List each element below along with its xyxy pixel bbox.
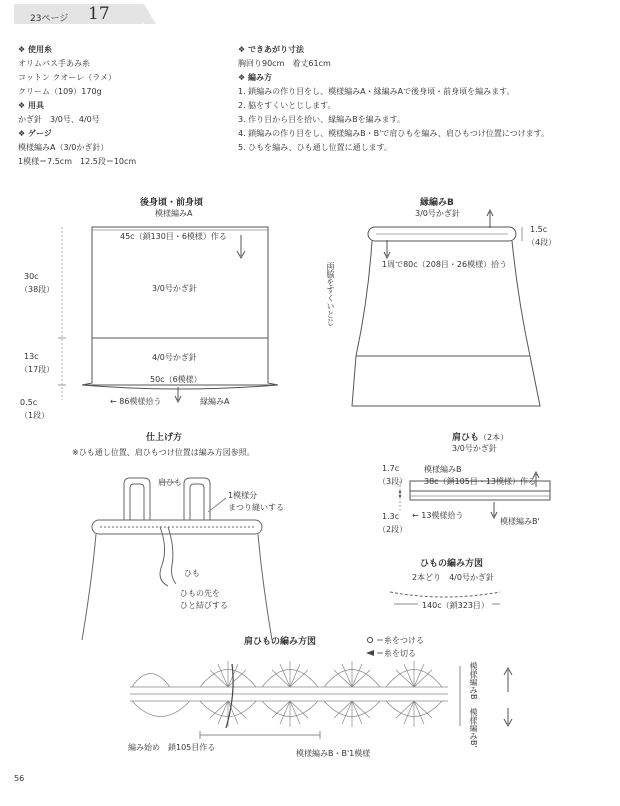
chart-legend-cut: ＝糸を切る <box>376 649 416 658</box>
finishing-sew-1: 1模様分 <box>228 491 258 500</box>
strap-dim2: 1.3c <box>382 512 400 521</box>
method-step-5: 5. ひもを編み、ひも通し位置に通します。 <box>238 143 393 152</box>
finishing-strap-label: 肩ひも <box>158 478 182 487</box>
finished-heading: ❖ できあがり寸法 <box>238 45 304 54</box>
finishing-cord-label: ひも <box>184 569 200 578</box>
legend-cut-icon <box>366 650 374 656</box>
edging-b-dim-rows: （4段） <box>527 238 557 247</box>
body-dim3-rows: （1段） <box>20 411 50 420</box>
edging-b-shape <box>352 227 540 406</box>
finishing-sew-2: まつり縫いする <box>228 503 284 512</box>
stitch-chart <box>130 661 448 728</box>
method-step-4: 4. 鎖編みの作り目をし、模様編みB・B'で肩ひもを編み、肩ひもつけ位置につけます。 <box>238 129 550 138</box>
finishing-tie-2: ひと結びする <box>180 601 228 610</box>
tools-line-1: かぎ針 3/0号、4/0号 <box>18 115 100 124</box>
chart-repeat-label: 模様編みB・B'1模様 <box>296 749 371 758</box>
method-step-3: 3. 作り目から目を拾い、縁編みBを編みます。 <box>238 115 406 124</box>
edging-b-pickup: 1周で80c（208目・26模様）拾う <box>382 260 508 269</box>
gauge-line-2: 1模様＝7.5cm 12.5段＝10cm <box>18 157 137 166</box>
body-subtitle: 模様編みA <box>155 209 193 218</box>
body-dim1-rows: （38段） <box>20 285 55 294</box>
edging-b-side-note: 両脇をすくいとじ <box>326 262 335 326</box>
tools-heading: ❖ 用具 <box>18 101 44 110</box>
strap-title: 肩ひも（2本） <box>452 433 509 443</box>
body-needle-a: 3/0号かぎ針 <box>152 284 197 293</box>
body-dim1: 30c <box>24 272 39 281</box>
body-dim2: 13c <box>24 352 39 361</box>
edging-b-dim: 1.5c <box>530 225 548 234</box>
body-dim2-rows: （17段） <box>20 365 55 374</box>
finishing-title: 仕上げ方 <box>146 433 183 443</box>
cord-title: ひもの編み方図 <box>420 559 484 569</box>
edging-b-needle: 3/0号かぎ針 <box>415 209 460 218</box>
strap-pattern-b: 模様編みB <box>424 465 462 474</box>
page-number: 17 <box>88 4 110 24</box>
legend-attach-icon <box>368 638 373 643</box>
edging-b-title: 縁編みB <box>420 198 454 208</box>
yarn-heading: ❖ 使用糸 <box>18 45 52 54</box>
chart-title: 肩ひもの編み方図 <box>244 637 317 647</box>
strap-pattern-b2: 模様編みB' <box>500 517 540 526</box>
method-step-1: 1. 鎖編みの作り目をし、模様編みA・縁編みAで後身頃・前身頃を編みます。 <box>238 87 515 96</box>
body-diagram-shape <box>82 227 278 389</box>
strap-dim1-rows: （3段） <box>378 477 408 486</box>
yarn-line-1: オリムパス手あみ糸 <box>18 59 90 68</box>
cord-shape <box>390 592 500 597</box>
body-needle-b: 4/0号かぎ針 <box>152 353 197 362</box>
body-bottom-label: 50c（6模様） <box>150 375 202 384</box>
finishing-note: ※ひも通し位置、肩ひもつけ位置は編み方図参照。 <box>72 448 255 457</box>
chart-start-label: 編み始め 鎖105目作る <box>128 743 216 752</box>
strap-chain: 38c（鎖105目・13模様）作る <box>424 477 537 486</box>
body-title: 後身頃・前身頃 <box>140 198 204 208</box>
yarn-line-2: コットン クオーレ（ラメ） <box>18 73 116 82</box>
page-label: 23ページ <box>30 14 69 24</box>
gauge-line-1: 模様編みA（3/0かぎ針） <box>18 143 109 152</box>
strap-dim2-rows: （2段） <box>378 525 408 534</box>
strap-pickup: ← 13模様拾う <box>412 511 464 520</box>
body-pickup-label: ← 86模様拾う <box>110 397 162 406</box>
strap-needle: 3/0号かぎ針 <box>452 444 497 453</box>
method-heading: ❖ 編み方 <box>238 73 272 82</box>
chart-side-b: 模様編みB <box>469 662 478 700</box>
chart-side-b2: 模様編みB' <box>469 708 478 748</box>
cord-length: 140c（鎖323目） <box>422 601 489 610</box>
footer-page-number: 56 <box>14 774 25 783</box>
finished-line: 胸回り90cm 着丈61cm <box>238 59 331 68</box>
body-edge-label: 縁編みA <box>200 397 230 406</box>
finishing-tie-1: ひもの先を <box>180 589 220 598</box>
chart-legend-attach: ＝糸をつける <box>376 636 424 645</box>
body-dim3: 0.5c <box>20 398 38 407</box>
yarn-line-3: クリーム（109）170g <box>18 87 102 96</box>
gauge-heading: ❖ ゲージ <box>18 129 52 138</box>
cord-needle: 2本どり 4/0号かぎ針 <box>412 573 494 582</box>
strap-dim1: 1.7c <box>382 464 400 473</box>
method-step-2: 2. 脇をすくいとじします。 <box>238 101 336 110</box>
body-top-label: 45c（鎖130目・6模様）作る <box>120 232 227 241</box>
